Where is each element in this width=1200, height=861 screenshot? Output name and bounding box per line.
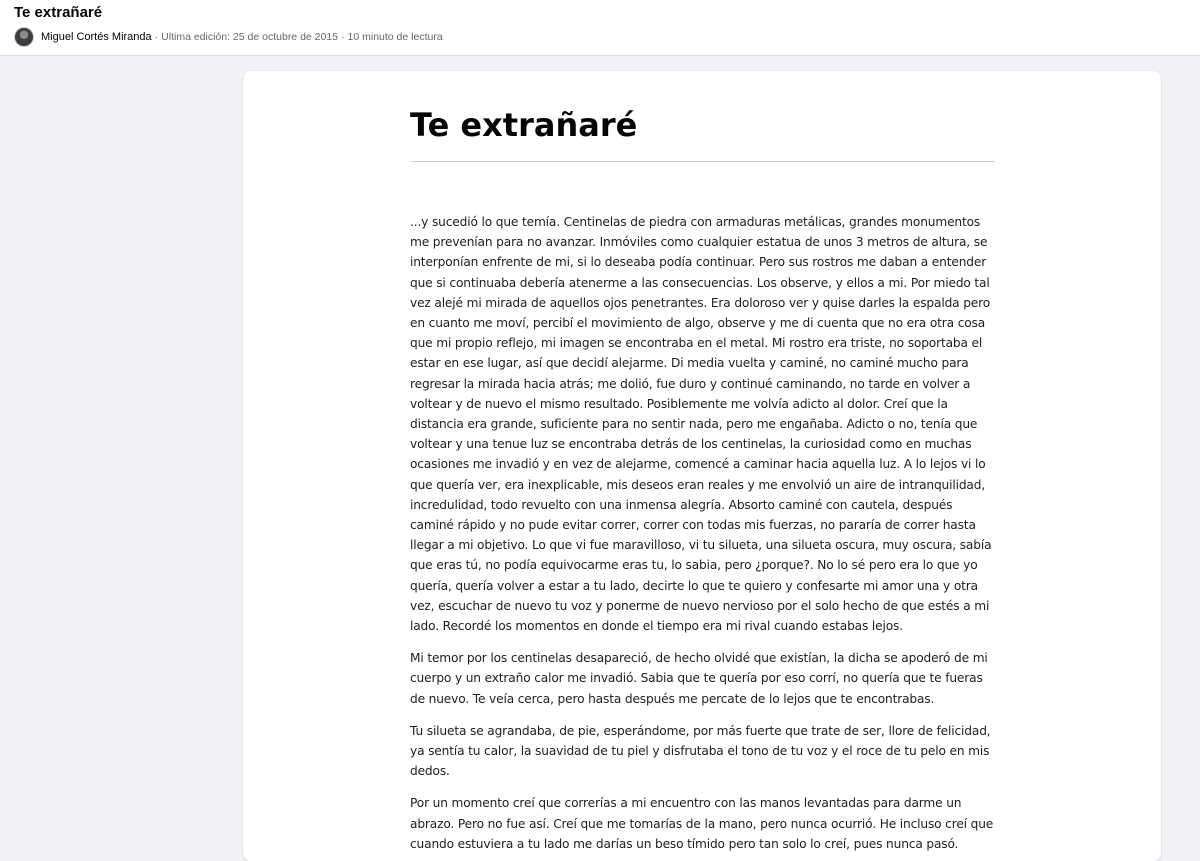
article-meta [14, 27, 443, 47]
article-title: Te extrañaré [410, 106, 638, 144]
article-card [243, 71, 1161, 861]
last-edited-text: Ultima edición: 25 de octubre de 2015 [161, 31, 339, 43]
meta-separator: · [154, 31, 159, 43]
title-divider [410, 161, 995, 162]
meta-separator: · [341, 31, 345, 43]
article-paragraph: Tu silueta se agrandaba, de pie, esperándome, por más fuerte que trate de ser, llore de felicidad, ya sentía tu calor, la suavidad de tu piel y disfrutaba el tono de tu voz y el roce de tu pelo en mis dedos. [410, 723, 991, 779]
read-time-text: 10 minuto de lectura [347, 31, 443, 43]
author-name-link[interactable]: Miguel Cortés Miranda [41, 31, 152, 43]
article-content [410, 71, 995, 861]
user-avatar-icon[interactable] [14, 27, 34, 47]
article-paragraph: Por un momento creí que correrías a mi encuentro con las manos levantadas para darme un abrazo. Pero no fue así. Creí que me tomarías de la mano, pero nunca ocurrió. He incluso creí que cuando estuviera a tu lado me darías un beso tímido pero tan solo lo creí, pues nunca pasó. [410, 796, 994, 851]
top-header-bar [0, 0, 1200, 56]
article-paragraph: ...y sucedió lo que temía. Centinelas de piedra con armaduras metálicas, grandes monumentos me prevenían para no avanzar. Inmóviles como cualquier estatua de unos 3 metros de altura, se interponían enfrente de mi, si lo deseaba podía continuar. Pero sus rostros me daban a entender que si continuaba debería atenerme a las consecuencias. Los observe, y ellos a mi. Por miedo tal vez alejé mi mirada de aquellos ojos penetrantes. Era doloroso ver y quise darles la espalda pero en cuanto me moví, percibí el movimiento de algo, observe y me di cuenta que no era otra cosa que mi propio reflejo, mi imagen se encontraba en el metal. Mi rostro era triste, no soportaba el estar en ese lugar, así que decidí alejarme. Di media vuelta y caminé, no caminé mucho para regresar la mirada hacia atrás; me dolió, fue duro y continué caminando, no tarde en volver a voltear y de nuevo el mismo resultado. Posiblemente me volvía adicto al dolor. Creí que la distancia era grande, suficiente para no sentir nada, pero me engañaba. Adicto o no, tenía que voltear y una tenue luz se encontraba detrás de los centinelas, la curiosidad como en muchas ocasiones me invadió y en vez de alejarme, comencé a caminar hacia aquella luz. A lo lejos vi lo que quería ver, era inexplicable, mis deseos eran reales y me envolvió un aire de intranquilidad, incredulidad, todo revuelto con una inmensa alegría. Absorto caminé con cautela, después caminé rápido y no pude evitar correr, correr con todas mis fuerzas, no pararía de correr hasta llegar a mi objetivo. Lo que vi fue maravilloso, vi tu silueta, una silueta oscura, muy oscura, sabía que eras tú, no podía equivocarme eras tu, lo sabia, pero ¿porque?. No lo sé pero era lo que yo quería, quería volver a estar a tu lado, decirte lo que te quiero y confesarte mi amor una y otra vez, escuchar de nuevo tu voz y ponerme de nuevo nervioso por el solo hecho de que estés a mi lado. Recordé los momentos en donde el tiempo era mi rival cuando estabas lejos. [410, 215, 992, 634]
article-paragraph: Mi temor por los centinelas desapareció, de hecho olvidé que existían, la dicha se apoderó de mi cuerpo y un extraño calor me invadió. Sabia que te quería por eso corrí, no quería que te fueras de nuevo. Te veía cerca, pero hasta después me percate de lo lejos que te encontrabas. [410, 651, 988, 706]
article-body [410, 212, 995, 854]
header-title: Te extrañaré [14, 4, 103, 21]
